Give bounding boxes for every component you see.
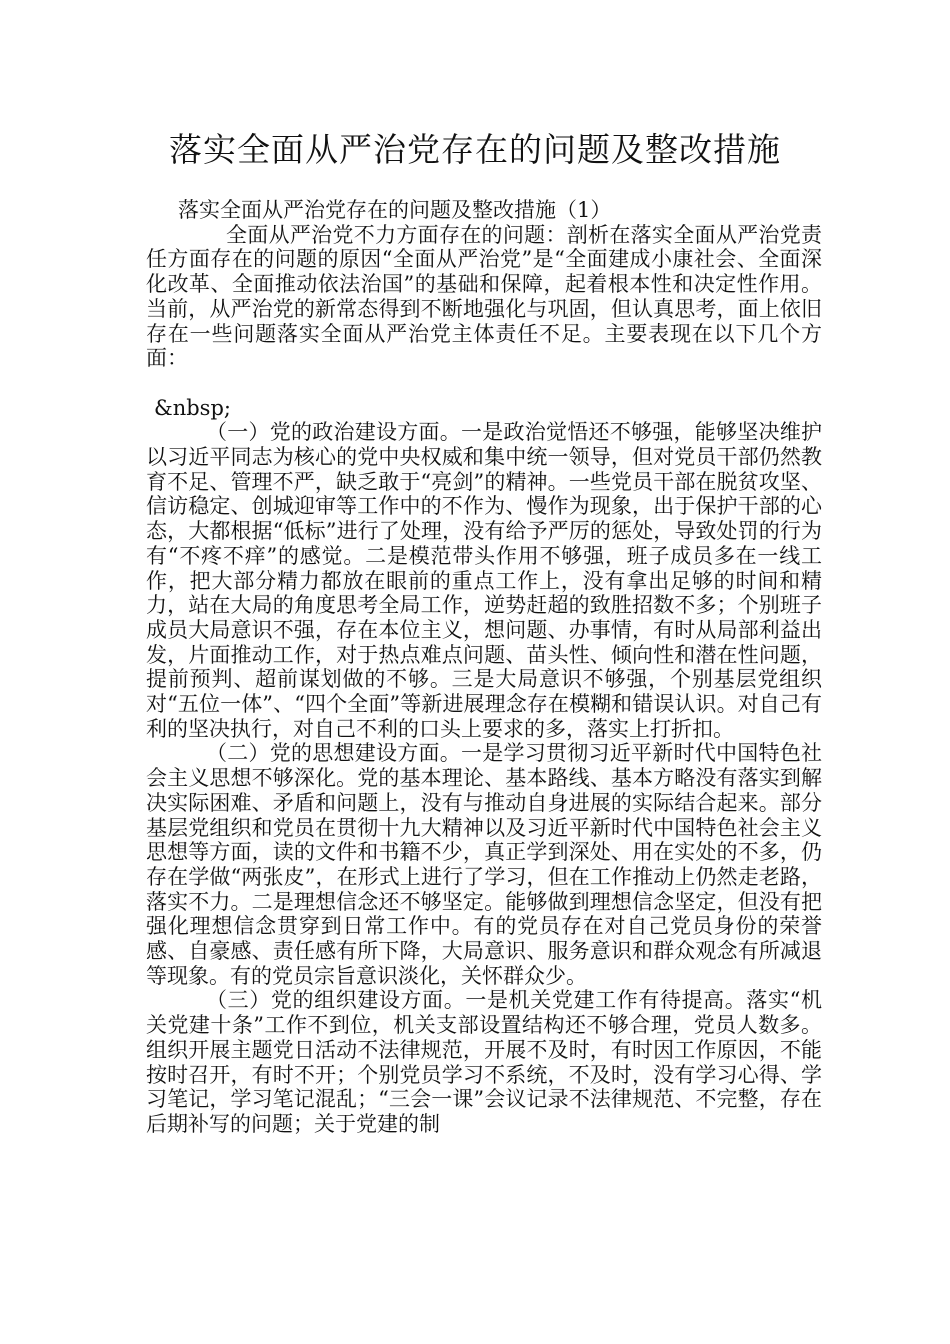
- paragraph-ideological-building: （二）党的思想建设方面。一是学习贯彻习近平新时代中国特色社会主义思想不够深化。党的基本理论、基本路线、基本方略没有落实到解决实际困难、矛盾和问题上，没有与推动自身进展的实际结合起来。部分基层党组织和党员在贯彻十九大精神以及习近平新时代中国特色社会主义思想等方面，读的文件和书籍不少，真正学到深处、用在实处的不多，仍存在学做“两张皮”，在形式上进行了学习，但在工作推动上仍然走老路，落实不力。二是理想信念还不够坚定。能够做到理想信念坚定，但没有把强化理想信念贯穿到日常工作中。有的党员存在对自己党员身份的荣誉感、自豪感、责任感有所下降，大局意识、服务意识和群众观念有所减退等现象。有的党员宗旨意识淡化，关怀群众少。: [146, 741, 822, 988]
- blank-line: [146, 371, 822, 396]
- document-subtitle: 落实全面从严治党存在的问题及整改措施（1）: [178, 198, 612, 222]
- nbsp-literal: &nbsp;: [154, 395, 231, 420]
- paragraph-organizational-building: （三）党的组织建设方面。一是机关党建工作有待提高。落实“机关党建十条”工作不到位，机关支部设置结构还不够合理，党员人数多。组织开展主题党日活动不法律规范，开展不及时，有时因工作原因，不能按时召开，有时不开；个别党员学习不系统，不及时，没有学习心得、学习笔记，学习笔记混乱；“三会一课”会议记录不法律规范、不完整，存在后期补写的问题；关于党建的制: [146, 988, 822, 1136]
- paragraph-political-building: （一）党的政治建设方面。一是政治觉悟还不够强，能够坚决维护以习近平同志为核心的党中央权威和集中统一领导，但对党员干部仍然教育不足、管理不严，缺乏敢于“亮剑”的精神。一些党员干部在脱贫攻坚、信访稳定、创城迎审等工作中的不作为、慢作为现象，出于保护干部的心态，大都根据“低标”进行了处理，没有给予严厉的惩处，导致处罚的行为有“不疼不痒”的感觉。二是模范带头作用不够强，班子成员多在一线工作，把大部分精力都放在眼前的重点工作上，没有拿出足够的时间和精力，站在大局的角度思考全局工作，逆势赶超的致胜招数不多；个别班子成员大局意识不强，存在本位主义，想问题、办事情，有时从局部利益出发，片面推动工作，对于热点难点问题、苗头性、倾向性和潜在性问题，提前预判、超前谋划做的不够。三是大局意识不够强，个别基层党组织对“五位一体”、“四个全面”等新进展理念存在模糊和错误认识。对自己有利的坚决执行，对自己不利的口头上要求的多，落实上打折扣。: [146, 420, 822, 741]
- intro-paragraph: 全面从严治党不力方面存在的问题：剖析在落实全面从严治党责任方面存在的问题的原因“全面从严治党”是“全面建成小康社会、全面深化改革、全面推动依法治国”的基础和保障，起着根本性和决定性作用。当前，从严治党的新常态得到不断地强化与巩固，但认真思考，面上依旧存在一些问题落实全面从严治党主体责任不足。主要表现在以下几个方面：: [146, 222, 822, 371]
- document-body: [146, 198, 822, 1137]
- document-title: 落实全面从严治党存在的问题及整改措施: [169, 130, 781, 169]
